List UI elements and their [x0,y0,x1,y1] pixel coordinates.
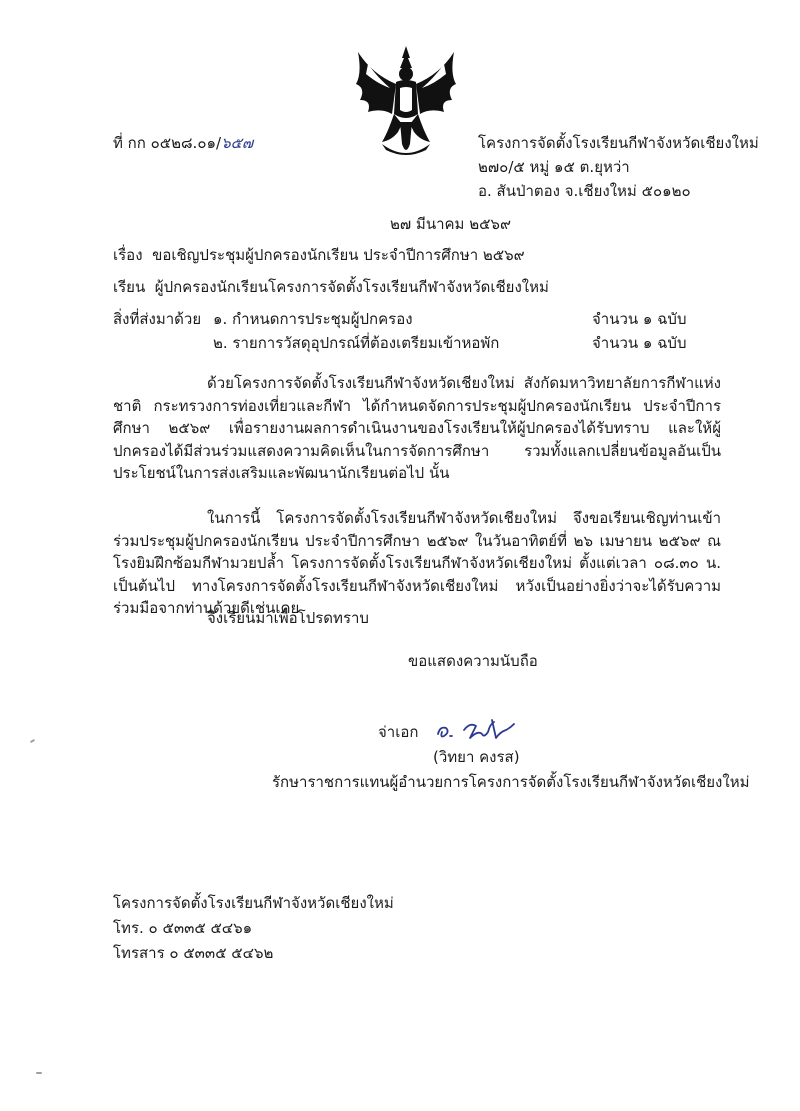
signer-name: (วิทยา คงรส) [433,748,520,766]
closing-salutation: ขอแสดงความนับถือ [408,652,538,670]
garuda-emblem-icon [352,44,460,160]
signer-rank: จ่าเอก [378,723,419,741]
scan-speck [36,1072,42,1074]
footer-fax: โทรสาร ๐ ๕๓๓๕ ๕๔๖๒ [113,944,274,962]
footer-organization: โครงการจัดตั้งโรงเรียนกีฬาจังหวัดเชียงใหม่ [113,894,394,912]
recipient-text: ผู้ปกครองนักเรียนโครงการจัดตั้งโรงเรียนกีฬาจังหวัดเชียงใหม่ [154,278,549,296]
enclosure-item-1-qty: จำนวน ๑ ฉบับ [592,310,687,328]
body-paragraph-2 [113,507,721,620]
signer-position: รักษาราชการแทนผู้อำนวยการโครงการจัดตั้งโรงเรียนกีฬาจังหวัดเชียงใหม่ [272,773,750,791]
recipient-label: เรียน [113,278,146,296]
reference-number [113,133,253,153]
scan-speck [30,739,35,743]
footer-phone: โทร. ๐ ๕๓๓๕ ๕๔๖๑ [113,919,253,937]
enclosure-item-1: ๑. กำหนดการประชุมผู้ปกครอง [213,310,413,328]
body-paragraph-3: จึงเรียนมาเพื่อโปรดทราบ [207,609,369,627]
reference-number-handwritten: ๖๕๗ [221,134,254,152]
reference-number-prefix: ที่ กก ๐๕๒๘.๐๑/ [113,134,222,152]
body-paragraph-1-text: ด้วยโครงการจัดตั้งโรงเรียนกีฬาจังหวัดเชียงใหม่ สังกัดมหาวิทยาลัยการกีฬาแห่งชาติ กระทรวงการท่องเที่ยวและกีฬา ได้กำหนดจัดการประชุมผู้ปกครองนักเรียน ประจำปีการศึกษา ๒๕๖๙ เพื่อรายงานผลการดำเนินงานของโรงเรียนให้ผู้ปกครองได้รับทราบ และให้ผู้ปกครองได้มีส่วนร่วมแสดงความคิดเห็นในการจัดการศึกษา รวมทั้งแลกเปลี่ยนข้อมูลอันเป็นประโยชน์ในการส่งเสริมและพัฒนานักเรียนต่อไป นั้น [113,374,721,482]
sender-address-line-3: อ. สันป่าตอง จ.เชียงใหม่ ๕๐๑๒๐ [478,182,691,200]
subject-line [113,245,525,265]
subject-text: ขอเชิญประชุมผู้ปกครองนักเรียน ประจำปีการศึกษา ๒๕๖๙ [152,246,525,264]
enclosures-label: สิ่งที่ส่งมาด้วย [113,310,202,328]
subject-label: เรื่อง [113,246,143,264]
sender-address-line-1: โครงการจัดตั้งโรงเรียนกีฬาจังหวัดเชียงใหม่ [478,134,759,152]
sender-address-line-2: ๒๗๐/๕ หมู่ ๑๕ ต.ยุหว่า [478,158,630,176]
handwritten-signature [430,712,520,746]
enclosure-item-2-qty: จำนวน ๑ ฉบับ [592,334,687,352]
letter-date: ๒๗ มีนาคม ๒๕๖๙ [390,215,511,233]
body-paragraph-2-text: ในการนี้ โครงการจัดตั้งโรงเรียนกีฬาจังหวัดเชียงใหม่ จึงขอเรียนเชิญท่านเข้าร่วมประชุมผู้ปกครองนักเรียน ประจำปีการศึกษา ๒๕๖๙ ในวันอาทิตย์ที่ ๒๖ เมษายน ๒๕๖๙ ณ โรงยิมฝึกซ้อมกีฬามวยปล้ำ โครงการจัดตั้งโรงเรียนกีฬาจังหวัดเชียงใหม่ ตั้งแต่เวลา ๐๘.๓๐ น. เป็นต้นไป ทางโครงการจัดตั้งโรงเรียนกีฬาจังหวัดเชียงใหม่ หวังเป็นอย่างยิ่งว่าจะได้รับความร่วมมือจากท่านด้วยดีเช่นเคย [113,509,721,617]
body-paragraph-1 [113,372,721,485]
recipient-line [113,277,549,297]
enclosure-item-2: ๒. รายการวัสดุอุปกรณ์ที่ต้องเตรียมเข้าหอพัก [213,334,500,352]
